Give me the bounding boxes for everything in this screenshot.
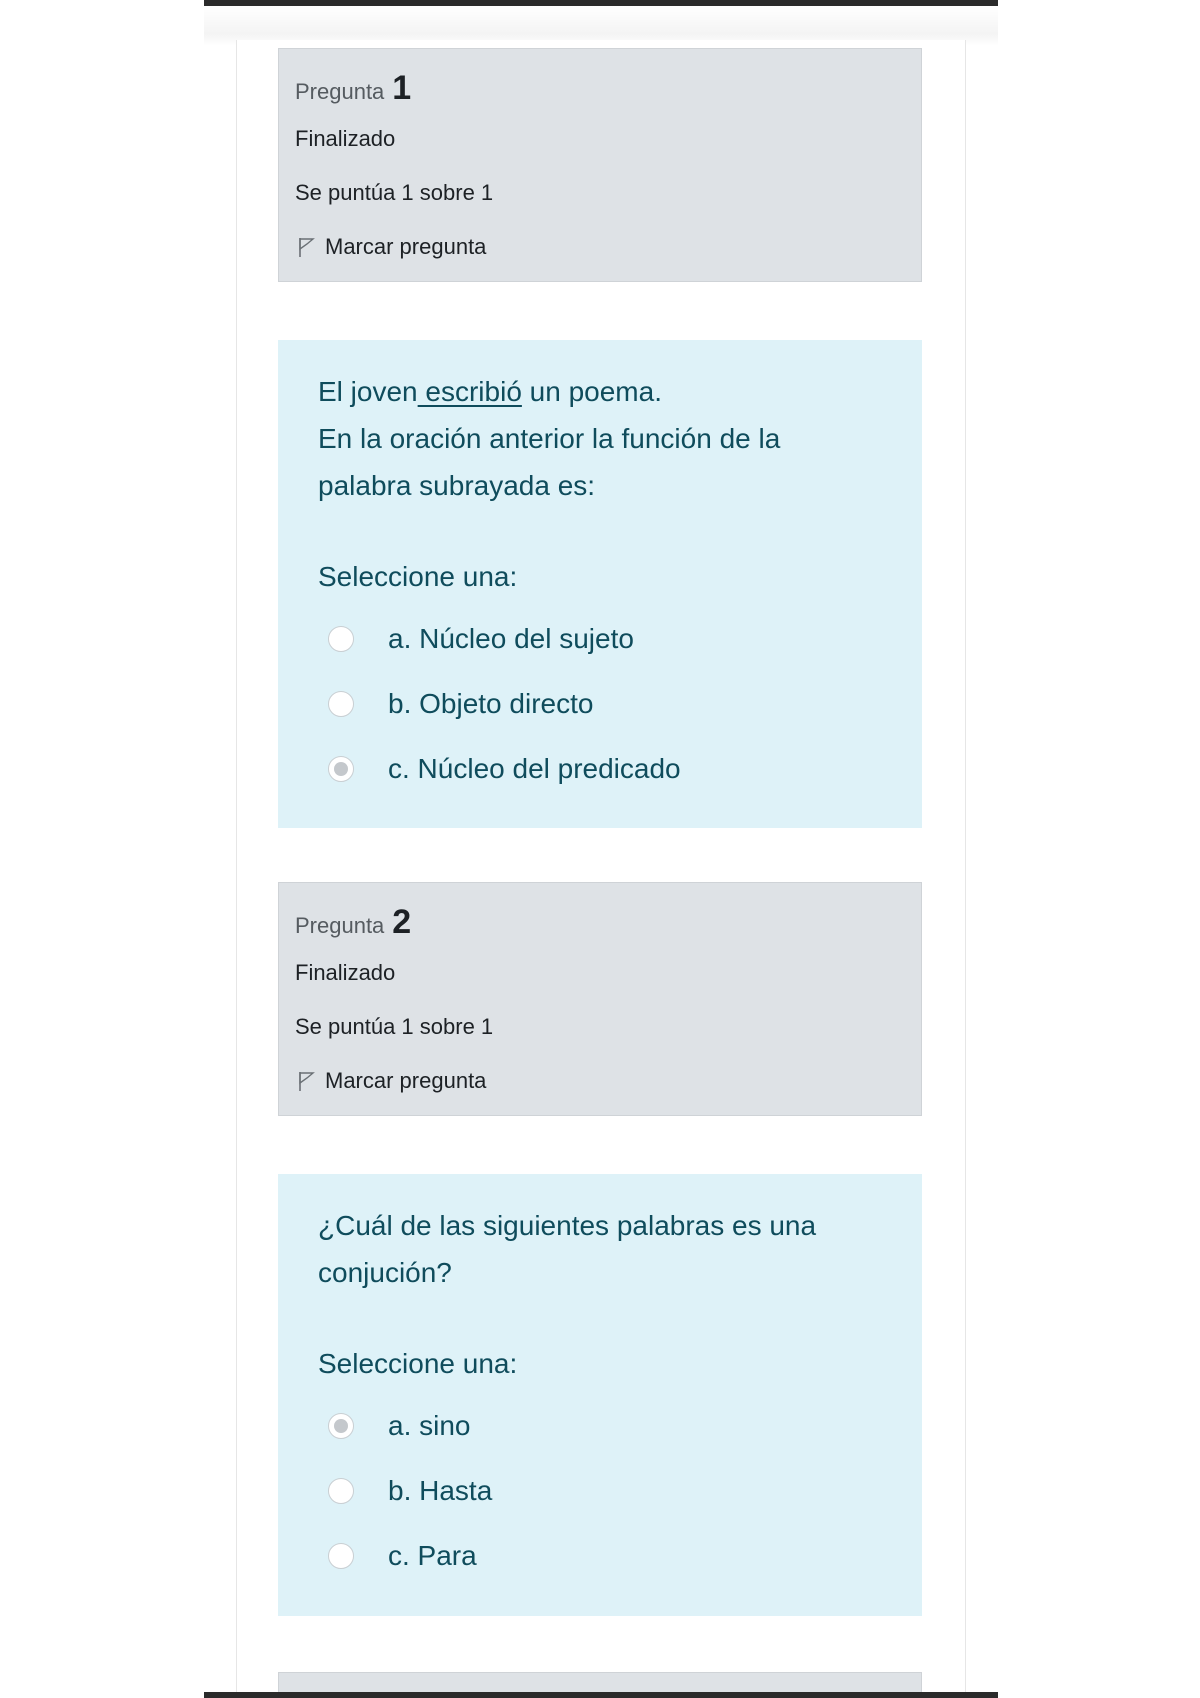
question-number-value: 2	[392, 903, 412, 941]
flag-question-label: Marcar pregunta	[325, 234, 487, 259]
radio-button[interactable]	[328, 1478, 354, 1504]
answer-prompt: Seleccione una:	[318, 1348, 518, 1379]
question-text-part: un poema.	[521, 376, 662, 407]
question-text-line-1: ¿Cuál de las siguientes palabras es una conjución?	[318, 1210, 817, 1288]
underlined-word: escribió	[417, 376, 522, 407]
answer-label: a. Núcleo del sujeto	[388, 622, 634, 654]
answer-options	[318, 1393, 898, 1588]
answer-option-b[interactable]	[318, 671, 898, 736]
question-text-line-1	[318, 368, 898, 415]
question-grade: Se puntúa 1 sobre 1	[295, 1014, 494, 1039]
flag-icon	[295, 235, 317, 259]
bottom-bar	[204, 1692, 998, 1698]
radio-button[interactable]	[328, 626, 354, 652]
answer-prompt: Seleccione una:	[318, 561, 518, 592]
flag-question-link[interactable]	[295, 1061, 905, 1101]
answer-options	[318, 606, 898, 801]
question-2-content	[278, 1174, 922, 1616]
flag-question-label: Marcar pregunta	[325, 1068, 487, 1093]
answer-label: b. Hasta	[388, 1474, 493, 1506]
question-text	[318, 368, 898, 509]
flag-icon	[295, 1069, 317, 1093]
answer-option-a[interactable]	[318, 606, 898, 671]
answer-label: c. Núcleo del predicado	[388, 752, 681, 784]
radio-button-selected[interactable]	[328, 1413, 354, 1439]
question-1-content	[278, 340, 922, 828]
question-text-line-2: En la oración anterior la función de la palabra subrayada es:	[318, 423, 781, 501]
radio-button[interactable]	[328, 691, 354, 717]
question-text	[318, 1202, 898, 1296]
question-1-info	[278, 48, 922, 282]
answer-label: b. Objeto directo	[388, 687, 594, 719]
question-text-part: El joven	[318, 376, 418, 407]
answer-option-a[interactable]	[318, 1393, 898, 1458]
question-number-value: 1	[392, 69, 412, 107]
question-number	[295, 69, 905, 109]
answer-label: a. sino	[388, 1409, 471, 1441]
question-label: Pregunta	[295, 913, 385, 938]
question-2-info	[278, 882, 922, 1116]
radio-button-selected[interactable]	[328, 756, 354, 782]
question-number	[295, 903, 905, 943]
answer-option-c[interactable]	[318, 1523, 898, 1588]
question-grade: Se puntúa 1 sobre 1	[295, 180, 494, 205]
question-state: Finalizado	[295, 126, 396, 151]
answer-option-b[interactable]	[318, 1458, 898, 1523]
question-label: Pregunta	[295, 79, 385, 104]
radio-button[interactable]	[328, 1543, 354, 1569]
question-state: Finalizado	[295, 960, 396, 985]
flag-question-link[interactable]	[295, 227, 905, 267]
answer-option-c[interactable]	[318, 736, 898, 801]
answer-label: c. Para	[388, 1539, 477, 1571]
